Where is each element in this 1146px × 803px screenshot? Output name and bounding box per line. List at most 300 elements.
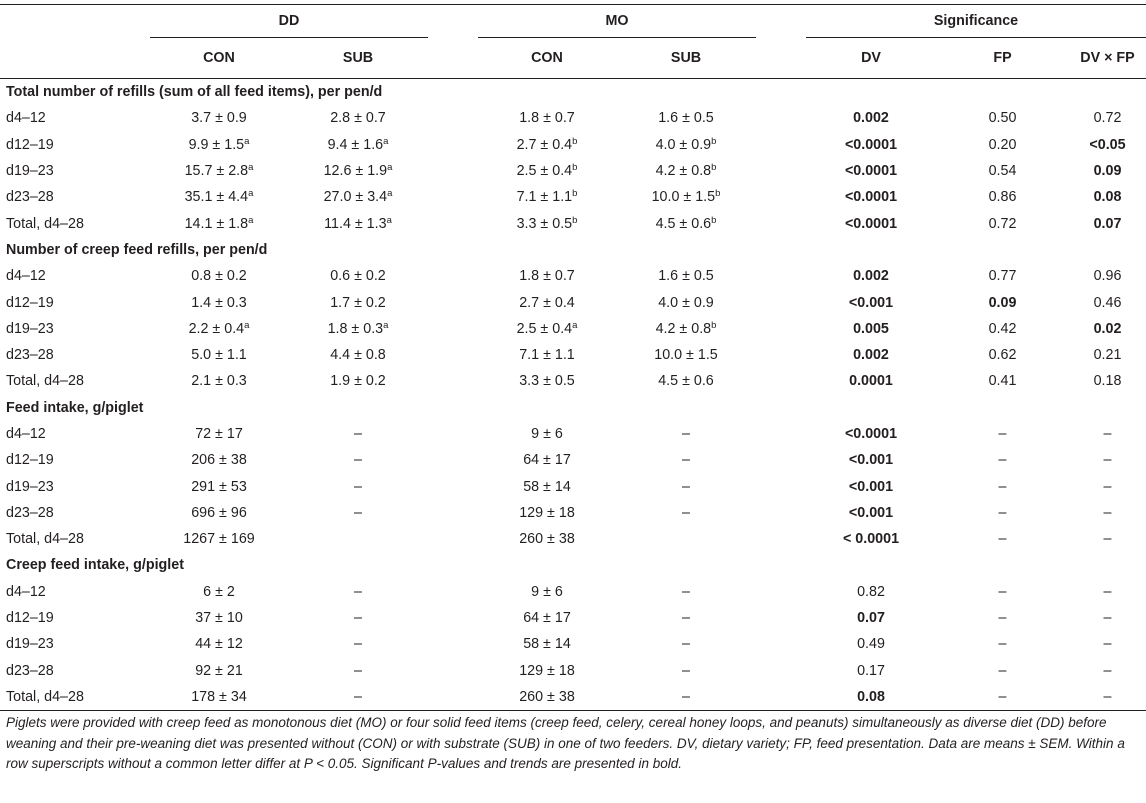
table-cell: [478, 447, 616, 473]
section-title: Creep feed intake, g/piglet: [6, 557, 184, 574]
cell-value: –: [998, 504, 1007, 521]
table-cell: [478, 421, 616, 447]
table-cell: [288, 526, 428, 552]
table-row: [0, 684, 1146, 710]
cell-value: 0.08: [857, 688, 885, 705]
section-header-row: [0, 552, 1146, 578]
cell-value: 4.2 ± 0.8: [655, 320, 712, 337]
group-dd: DD: [150, 5, 428, 38]
cell-value: 0.21: [1093, 347, 1122, 364]
cell-value: 0.72: [988, 215, 1017, 232]
cell-value: <0.001: [848, 504, 894, 521]
table-row: [0, 105, 1146, 131]
table-cell: [150, 184, 288, 210]
cell-value: –: [1103, 531, 1112, 548]
table-cell: [806, 316, 936, 342]
cell-value: 0.0001: [849, 373, 893, 390]
cell-value: –: [1103, 688, 1112, 705]
cell-superscript: b: [572, 162, 578, 174]
table-cell: [478, 684, 616, 710]
table-cell: [288, 184, 428, 210]
table-cell: [478, 184, 616, 210]
cell-value: –: [354, 504, 362, 521]
table-cell: [150, 631, 288, 657]
table-cell: [806, 447, 936, 473]
table-cell: [478, 658, 616, 684]
cell-value: 0.07: [857, 610, 885, 627]
cell-value: 3.3 ± 0.5: [516, 215, 573, 232]
table-cell: [616, 263, 756, 289]
table-cell: [936, 500, 1069, 526]
table-cell: [1069, 473, 1146, 499]
table-cell: [616, 605, 756, 631]
cell-superscript: b: [572, 214, 578, 226]
table-cell: [806, 631, 936, 657]
cell-value: <0.001: [848, 478, 894, 495]
table-cell: [150, 500, 288, 526]
col-mo-sub: SUB: [670, 50, 702, 66]
cell-value: 0.02: [1093, 320, 1122, 337]
cell-value: –: [682, 610, 690, 627]
cell-value: 1.8 ± 0.3: [327, 320, 384, 337]
cell-value: 64 ± 17: [523, 610, 571, 627]
cell-value: 0.49: [857, 636, 885, 653]
cell-value: 9 ± 6: [531, 583, 563, 600]
cell-value: –: [354, 636, 362, 653]
table-cell: [478, 631, 616, 657]
table-cell: [150, 421, 288, 447]
table-row: [0, 184, 1146, 210]
row-label: d4–12: [6, 268, 46, 285]
cell-value: 2.8 ± 0.7: [330, 110, 386, 127]
table-cell: [616, 658, 756, 684]
cell-value: –: [998, 688, 1007, 705]
table-row: [0, 579, 1146, 605]
table-cell: [1069, 526, 1146, 552]
cell-superscript: b: [711, 135, 717, 147]
cell-value: <0.0001: [844, 189, 898, 206]
cell-value: 696 ± 96: [191, 504, 247, 521]
cell-value: 0.002: [853, 268, 889, 285]
cell-value: –: [682, 452, 690, 469]
table-cell: [936, 158, 1069, 184]
cell-value: –: [682, 662, 690, 679]
row-label: d23–28: [6, 347, 54, 364]
cell-value: 1.9 ± 0.2: [330, 373, 386, 390]
table-cell: [936, 184, 1069, 210]
cell-value: –: [354, 478, 362, 495]
cell-value: –: [1103, 610, 1112, 627]
cell-superscript: b: [711, 162, 717, 174]
row-label: Total, d4–28: [6, 531, 84, 548]
table-cell: [288, 500, 428, 526]
cell-value: 27.0 ± 3.4: [323, 189, 388, 206]
table-cell: [150, 132, 288, 158]
table-cell: [150, 289, 288, 315]
cell-value: 0.72: [1093, 110, 1122, 127]
table-cell: [478, 105, 616, 131]
table-cell: [806, 184, 936, 210]
table-cell: [806, 658, 936, 684]
cell-superscript: b: [715, 188, 721, 200]
table-cell: [288, 316, 428, 342]
cell-value: <0.0001: [844, 136, 898, 153]
cell-value: 0.6 ± 0.2: [330, 268, 386, 285]
cell-value: 0.86: [988, 189, 1017, 206]
cell-value: 7.1 ± 1.1: [516, 189, 573, 206]
cell-value: –: [682, 688, 690, 705]
table-row: [0, 421, 1146, 447]
table-cell: [806, 579, 936, 605]
table-cell: [936, 579, 1069, 605]
table-cell: [936, 263, 1069, 289]
table-cell: [288, 473, 428, 499]
cell-superscript: a: [572, 319, 578, 331]
col-dv: DV: [861, 50, 881, 66]
table-cell: [150, 447, 288, 473]
table-cell: [936, 421, 1069, 447]
table-cell: [478, 132, 616, 158]
cell-superscript: b: [572, 188, 578, 200]
table-cell: [1069, 684, 1146, 710]
cell-value: 0.62: [988, 347, 1017, 364]
cell-value: 4.0 ± 0.9: [655, 136, 712, 153]
table-row: [0, 342, 1146, 368]
group-significance: Significance: [806, 5, 1146, 38]
table-cell: [478, 316, 616, 342]
table-cell: [478, 263, 616, 289]
table-row: [0, 658, 1146, 684]
table-cell: [806, 421, 936, 447]
column-header-row: [0, 38, 1146, 79]
table-row: [0, 473, 1146, 499]
cell-value: 0.54: [988, 163, 1017, 180]
cell-value: <0.0001: [844, 215, 898, 232]
table-cell: [936, 289, 1069, 315]
cell-value: –: [354, 610, 362, 627]
row-label: Total, d4–28: [6, 215, 84, 232]
cell-superscript: a: [386, 214, 392, 226]
table-cell: [288, 158, 428, 184]
table-cell: [806, 605, 936, 631]
cell-superscript: a: [387, 188, 393, 200]
cell-value: 4.5 ± 0.6: [655, 215, 712, 232]
cell-value: < 0.0001: [842, 531, 900, 548]
cell-value: –: [682, 583, 690, 600]
table-cell: [150, 263, 288, 289]
table-cell: [616, 368, 756, 394]
cell-value: 0.08: [1093, 189, 1122, 206]
table-cell: [616, 132, 756, 158]
cell-value: 5.0 ± 1.1: [191, 347, 247, 364]
cell-value: –: [998, 662, 1007, 679]
table-row: [0, 210, 1146, 236]
table-cell: [616, 500, 756, 526]
table-cell: [616, 184, 756, 210]
table-cell: [150, 658, 288, 684]
cell-value: 10.0 ± 1.5: [654, 347, 718, 364]
cell-value: –: [998, 531, 1007, 548]
table-cell: [936, 210, 1069, 236]
cell-value: –: [1103, 662, 1112, 679]
cell-value: 1.7 ± 0.2: [330, 294, 386, 311]
cell-value: 2.5 ± 0.4: [516, 163, 573, 180]
table-cell: [616, 447, 756, 473]
table-cell: [616, 210, 756, 236]
cell-value: –: [998, 636, 1007, 653]
cell-superscript: b: [572, 135, 578, 147]
cell-value: –: [998, 452, 1007, 469]
cell-value: 2.7 ± 0.4: [519, 294, 575, 311]
cell-value: 0.18: [1093, 373, 1122, 390]
table-cell: [288, 605, 428, 631]
table-cell: [150, 684, 288, 710]
table-cell: [616, 421, 756, 447]
col-mo-con: CON: [531, 50, 563, 66]
row-label: d12–19: [6, 610, 54, 627]
table-cell: [1069, 421, 1146, 447]
cell-superscript: a: [248, 214, 254, 226]
table-row: [0, 289, 1146, 315]
table-cell: [1069, 316, 1146, 342]
cell-value: 58 ± 14: [523, 478, 571, 495]
cell-value: –: [998, 583, 1007, 600]
table-cell: [616, 289, 756, 315]
table-cell: [288, 263, 428, 289]
table-cell: [616, 158, 756, 184]
table-row: [0, 526, 1146, 552]
cell-value: 0.96: [1093, 268, 1122, 285]
cell-value: 64 ± 17: [523, 452, 571, 469]
cell-value: 129 ± 18: [519, 504, 575, 521]
cell-value: –: [1103, 583, 1112, 600]
table-cell: [288, 342, 428, 368]
col-dd-con: CON: [203, 50, 235, 66]
table-cell: [616, 105, 756, 131]
table-cell: [1069, 447, 1146, 473]
cell-value: 3.3 ± 0.5: [519, 373, 575, 390]
cell-value: 0.42: [988, 320, 1017, 337]
section-header-row: [0, 395, 1146, 421]
cell-value: 2.7 ± 0.4: [516, 136, 573, 153]
col-dd-sub: SUB: [342, 50, 374, 66]
cell-value: 0.50: [988, 110, 1017, 127]
table-cell: [806, 342, 936, 368]
cell-superscript: a: [248, 162, 254, 174]
cell-value: 15.7 ± 2.8: [184, 163, 249, 180]
table-cell: [150, 605, 288, 631]
cell-value: 37 ± 10: [195, 610, 243, 627]
cell-value: 1.8 ± 0.7: [519, 110, 575, 127]
table-cell: [616, 342, 756, 368]
table-cell: [150, 158, 288, 184]
cell-value: –: [682, 426, 690, 442]
cell-value: 6 ± 2: [203, 583, 235, 600]
cell-value: 1267 ± 169: [183, 531, 255, 548]
row-label: d23–28: [6, 189, 54, 206]
table-cell: [936, 105, 1069, 131]
table-cell: [288, 684, 428, 710]
cell-value: 0.09: [988, 294, 1017, 311]
table-cell: [288, 210, 428, 236]
table-cell: [806, 158, 936, 184]
cell-value: –: [1103, 478, 1112, 495]
table-cell: [478, 368, 616, 394]
row-label: d23–28: [6, 504, 54, 521]
table-cell: [478, 210, 616, 236]
table-row: [0, 263, 1146, 289]
cell-value: 44 ± 12: [195, 636, 243, 653]
results-table: [0, 4, 1146, 711]
table-cell: [616, 526, 756, 552]
table-cell: [806, 289, 936, 315]
table-cell: [936, 658, 1069, 684]
cell-value: 0.09: [1093, 163, 1122, 180]
table-cell: [936, 368, 1069, 394]
table-footnote: Piglets were provided with creep feed as monotonous diet (MO) or four solid feed items (creep feed, celery, cereal honey loops, and peanuts) simultaneously as diverse diet (DD) before weaning and their pre-weaning diet was presented without (CON) or with substrate (SUB) in one of two feeders. DV, dietary variety; FP, feed presentation. Data are means ± SEM. Within a row superscripts without a common letter differ at P < 0.05. Significant P-values and trends are presented in bold.: [6, 715, 1125, 771]
row-label: d4–12: [6, 426, 46, 442]
table-cell: [1069, 579, 1146, 605]
table-cell: [1069, 184, 1146, 210]
cell-value: 72 ± 17: [195, 426, 243, 442]
cell-value: 4.2 ± 0.8: [655, 163, 712, 180]
cell-value: 260 ± 38: [519, 688, 575, 705]
cell-superscript: a: [244, 135, 250, 147]
section-header-row: [0, 237, 1146, 263]
cell-value: <0.001: [848, 452, 894, 469]
cell-value: 1.6 ± 0.5: [658, 268, 714, 285]
cell-value: 0.17: [857, 662, 885, 679]
cell-value: 0.005: [853, 320, 889, 337]
table-cell: [478, 158, 616, 184]
cell-value: 0.002: [853, 347, 889, 364]
row-label: d19–23: [6, 478, 54, 495]
table-cell: [806, 526, 936, 552]
table-cell: [478, 579, 616, 605]
table-cell: [150, 105, 288, 131]
table-cell: [478, 289, 616, 315]
cell-value: 0.82: [857, 583, 885, 600]
section-title: Feed intake, g/piglet: [6, 399, 144, 416]
table-cell: [806, 684, 936, 710]
cell-superscript: a: [387, 162, 393, 174]
table-cell: [1069, 500, 1146, 526]
section-title: Number of creep feed refills, per pen/d: [6, 241, 268, 258]
table-cell: [806, 263, 936, 289]
table-cell: [1069, 132, 1146, 158]
section-header-row: [0, 79, 1146, 106]
col-dv-x-fp: DV × FP: [1080, 50, 1135, 66]
cell-value: 3.7 ± 0.9: [191, 110, 247, 127]
row-label: d12–19: [6, 452, 54, 469]
table-cell: [936, 342, 1069, 368]
table-cell: [1069, 605, 1146, 631]
cell-superscript: a: [383, 135, 389, 147]
row-label: d19–23: [6, 320, 54, 337]
table-cell: [936, 132, 1069, 158]
table-row: [0, 158, 1146, 184]
cell-value: –: [998, 478, 1007, 495]
table-cell: [478, 342, 616, 368]
cell-value: 1.8 ± 0.7: [519, 268, 575, 285]
table-cell: [616, 579, 756, 605]
table-cell: [150, 526, 288, 552]
table-body: [0, 79, 1146, 711]
section-title: Total number of refills (sum of all feed items), per pen/d: [6, 84, 383, 101]
cell-value: 12.6 ± 1.9: [323, 163, 388, 180]
table-row: [0, 631, 1146, 657]
cell-value: –: [354, 426, 362, 442]
cell-value: –: [1103, 504, 1112, 521]
table-cell: [478, 605, 616, 631]
cell-value: 4.0 ± 0.9: [658, 294, 714, 311]
table-cell: [288, 631, 428, 657]
table-cell: [936, 473, 1069, 499]
cell-value: –: [1103, 426, 1112, 442]
table-cell: [288, 368, 428, 394]
cell-value: 9 ± 6: [531, 426, 563, 442]
cell-value: 9.9 ± 1.5: [188, 136, 245, 153]
table-cell: [288, 579, 428, 605]
cell-value: <0.0001: [844, 426, 898, 442]
table-cell: [288, 289, 428, 315]
cell-value: 35.1 ± 4.4: [184, 189, 249, 206]
cell-value: –: [1103, 636, 1112, 653]
table-cell: [936, 684, 1069, 710]
cell-value: 2.5 ± 0.4: [516, 320, 573, 337]
table-cell: [150, 579, 288, 605]
table-cell: [936, 526, 1069, 552]
table-cell: [806, 210, 936, 236]
row-label: d4–12: [6, 583, 46, 600]
table-cell: [1069, 658, 1146, 684]
table-cell: [936, 447, 1069, 473]
cell-superscript: b: [711, 319, 717, 331]
cell-superscript: a: [244, 319, 250, 331]
table-cell: [806, 368, 936, 394]
cell-value: –: [682, 504, 690, 521]
table-cell: [150, 342, 288, 368]
cell-value: –: [998, 610, 1007, 627]
table-cell: [936, 631, 1069, 657]
cell-value: –: [354, 452, 362, 469]
row-label: d19–23: [6, 163, 54, 180]
table-cell: [1069, 368, 1146, 394]
table-cell: [1069, 342, 1146, 368]
table-cell: [616, 473, 756, 499]
table-cell: [806, 473, 936, 499]
cell-value: 4.5 ± 0.6: [658, 373, 714, 390]
row-label: Total, d4–28: [6, 373, 84, 390]
row-label: d12–19: [6, 136, 54, 153]
cell-value: 0.8 ± 0.2: [191, 268, 247, 285]
cell-value: 0.46: [1093, 294, 1122, 311]
cell-value: 178 ± 34: [191, 688, 247, 705]
table-cell: [936, 605, 1069, 631]
col-fp: FP: [993, 50, 1012, 66]
table-cell: [1069, 289, 1146, 315]
cell-value: 0.20: [988, 136, 1017, 153]
row-label: d19–23: [6, 636, 54, 653]
cell-superscript: b: [711, 214, 717, 226]
table-cell: [150, 210, 288, 236]
table-cell: [1069, 105, 1146, 131]
table-cell: [288, 105, 428, 131]
cell-value: <0.0001: [844, 163, 898, 180]
table-cell: [150, 316, 288, 342]
table-cell: [150, 473, 288, 499]
cell-value: –: [682, 636, 690, 653]
